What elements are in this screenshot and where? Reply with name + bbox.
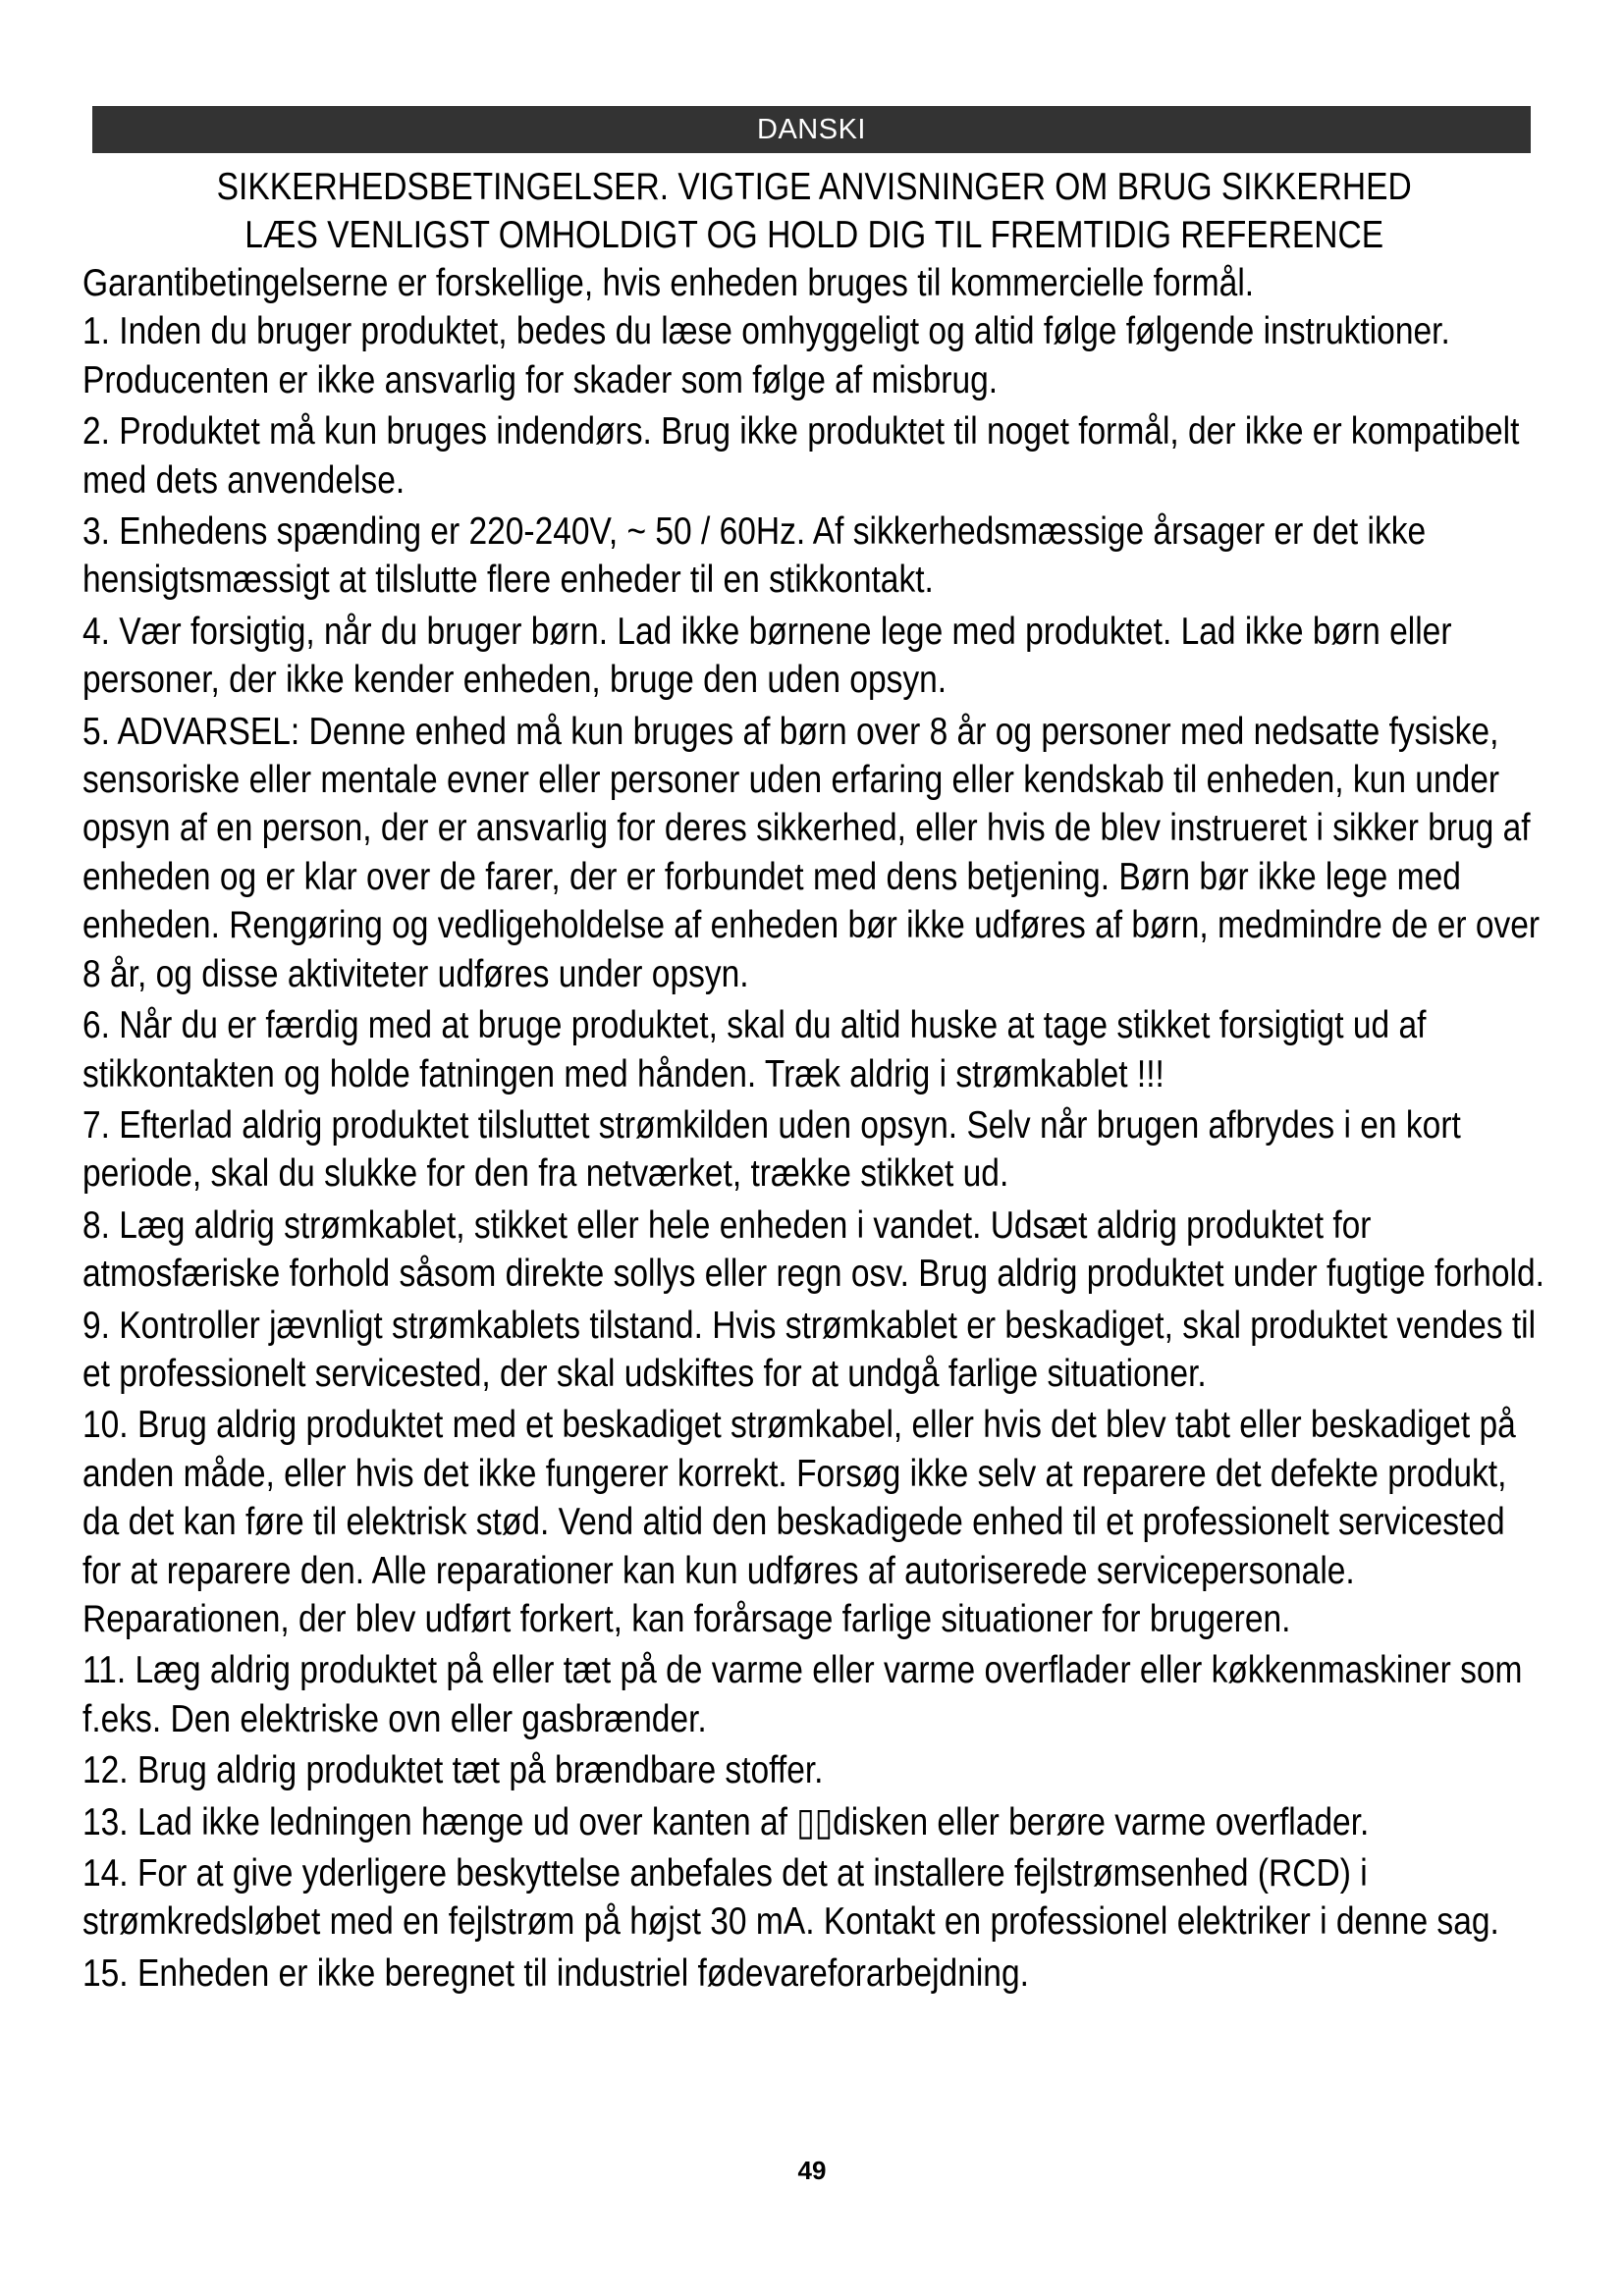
- title-line-2: LÆS VENLIGST OMHOLDIGT OG HOLD DIG TIL FREMTIDIG REFERENCE: [244, 214, 1384, 256]
- page-number: 49: [797, 2156, 827, 2185]
- instruction-item-9: 9. Kontroller jævnligt strømkablets tilstand. Hvis strømkablet er beskadiget, skal produktet vendes til et professionelt servicested, der skal udskiftes for at undgå farlige situationer.: [82, 1304, 1537, 1395]
- instruction-item-3: 3. Enhedens spænding er 220-240V, ~ 50 / 60Hz. Af sikkerhedsmæssige årsager er det ikke hensigtsmæssigt at tilslutte flere enheder til en stikkontakt.: [82, 510, 1427, 602]
- instruction-item-6: 6. Når du er færdig med at bruge produktet, skal du altid huske at tage stikket forsigtigt ud af stikkontakten og holde fatningen med hånden. Træk aldrig i strømkablet !!!: [82, 1004, 1427, 1095]
- language-header-bar: DANSKI: [92, 106, 1531, 153]
- instruction-item-1: 1. Inden du bruger produktet, bedes du læse omhyggeligt og altid følge følgende instruktioner. Producenten er ikke ansvarlig for skader som følge af misbrug.: [82, 310, 1450, 401]
- safety-content: [82, 163, 1545, 2001]
- instruction-item-11: 11. Læg aldrig produktet på eller tæt på de varme eller varme overflader eller køkkenmaskiner som f.eks. Den elektriske ovn eller gasbrænder.: [82, 1649, 1523, 1740]
- instruction-item-10: 10. Brug aldrig produktet med et beskadiget strømkabel, eller hvis det blev tabt eller beskadiget på anden måde, eller hvis det ikke fungerer korrekt. Forsøg ikke selv at reparere det defekte produkt, da det kan føre til elektrisk stød. Vend altid den beskadigede enhed til et professionelt servicested for at reparere den. Alle reparationer kan kun udføres af autoriserede servicepersonale. Reparationen, der blev udført forkert, kan forårsage farlige situationer for brugeren.: [82, 1404, 1516, 1640]
- title-line-1: SIKKERHEDSBETINGELSER. VIGTIGE ANVISNINGER OM BRUG SIKKERHED: [216, 166, 1412, 208]
- instruction-item-5: 5. ADVARSEL: Denne enhed må kun bruges af børn over 8 år og personer med nedsatte fysiske, sensoriske eller mentale evner eller personer uden erfaring eller kendskab til enheden, kun under opsyn af en person, der er ansvarlig for deres sikkerhed, eller hvis de blev instrueret i sikker brug af enheden og er klar over de farer, der er forbundet med dens betjening. Børn bør ikke lege med enheden. Rengøring og vedligeholdelse af enheden bør ikke udføres af børn, medmindre de er over 8 år, og disse aktiviteter udføres under opsyn.: [82, 710, 1541, 995]
- warranty-intro: Garantibetingelserne er forskellige, hvis enheden bruges til kommercielle formål.: [82, 262, 1255, 304]
- instruction-item-8: 8. Læg aldrig strømkablet, stikket eller hele enheden i vandet. Udsæt aldrig produktet for atmosfæriske forhold såsom direkte sollys eller regn osv. Brug aldrig produktet under fugtige forhold.: [82, 1203, 1544, 1296]
- instruction-item-4: 4. Vær forsigtig, når du bruger børn. Lad ikke børnene lege med produktet. Lad ikke børn eller personer, der ikke kender enheden, bruge den uden opsyn.: [82, 610, 1452, 702]
- instruction-item-2: 2. Produktet må kun bruges indendørs. Brug ikke produktet til noget formål, der ikke er kompatibelt med dets anvendelse.: [82, 410, 1520, 502]
- instruction-item-13: 13. Lad ikke ledningen hænge ud over kanten af ▯▯disken eller berøre varme overflader.: [82, 1800, 1370, 1843]
- instruction-item-7: 7. Efterlad aldrig produktet tilsluttet strømkilden uden opsyn. Selv når brugen afbrydes i en kort periode, skal du slukke for den fra netværket, trække stikket ud.: [82, 1103, 1461, 1196]
- instruction-item-12: 12. Brug aldrig produktet tæt på brændbare stoffer.: [82, 1749, 824, 1792]
- instruction-item-15: 15. Enheden er ikke beregnet til industriel fødevareforarbejdning.: [82, 1951, 1029, 1995]
- instruction-item-14: 14. For at give yderligere beskyttelse anbefales det at installere fejlstrømsenhed (RCD) i strømkredsløbet med en fejlstrøm på højst 30 mA. Kontakt en professionel elektriker i denne sag.: [82, 1852, 1499, 1944]
